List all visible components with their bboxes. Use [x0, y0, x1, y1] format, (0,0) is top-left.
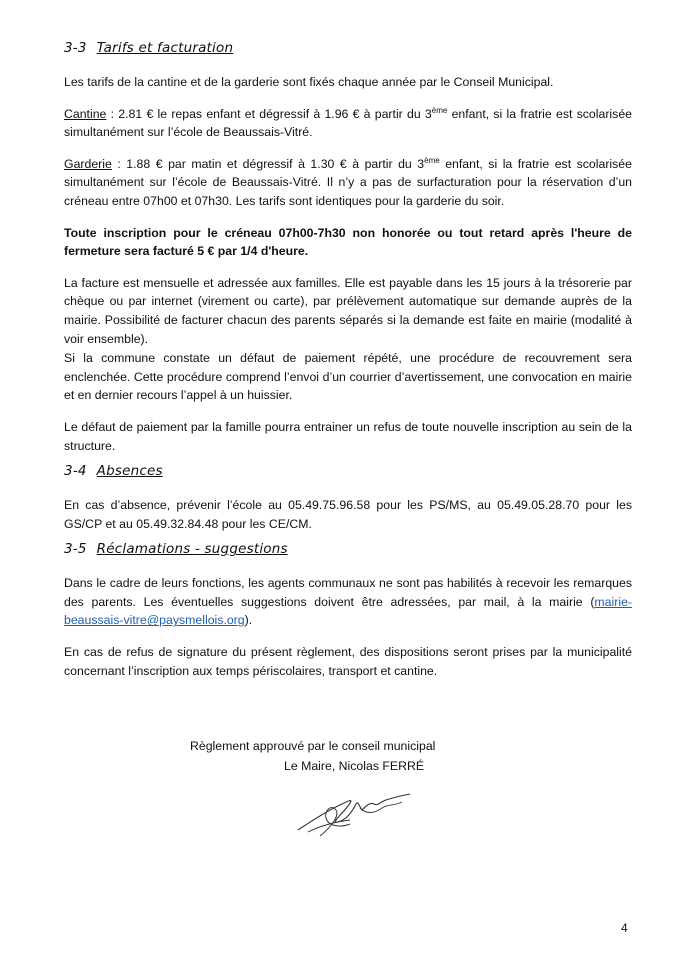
page-number: 4 — [621, 921, 628, 935]
section-title: Absences — [96, 463, 163, 480]
invoice-paragraph: La facture est mensuelle et adressée aux familles. Elle est payable dans les 15 jours à la trésorerie par chèque ou par internet (virement ou carte), par prélèvement automatique sur demande auprès de la mairie. Possibilité de facturer chacun des parents séparés si la demande est faite en mairie (modalité à voir ensemble). — [64, 275, 632, 346]
section-number: 3-5 — [64, 541, 87, 558]
section-heading-3-5 — [64, 541, 632, 557]
suggestions-text-b: ). — [244, 613, 253, 628]
suggestions-text-a: Dans le cadre de leurs fonctions, les agents communaux ne sont pas habilités à recevoir les remarques des parents. Les éventuelles suggestions doivent être adressées, par mail, à la mairie ( — [64, 576, 632, 609]
garderie-paragraph — [64, 155, 632, 211]
section-heading-3-4 — [64, 463, 632, 479]
cantine-text-b: enfant, si la fratrie est scolarisée simultanément sur l’école de Beaussais-Vitré. — [64, 106, 632, 140]
mayor-name: Le Maire, Nicolas FERRÉ — [284, 759, 425, 773]
cantine-superscript: ème — [431, 105, 448, 115]
late-fee-text: Toute inscription pour le créneau 07h00-7h30 non honorée ou tout retard après l'heure de fermeture sera facturé 5 € par 1/4 d'heure. — [64, 225, 632, 259]
approval-line: Règlement approuvé par le conseil municipal — [190, 739, 436, 753]
absences-paragraph: En cas d’absence, prévenir l’école au 05.49.75.96.58 pour les PS/MS, au 05.49.05.28.70 pour les GS/CP et au 05.49.32.84.48 pour les CE/CM. — [64, 498, 632, 531]
mairie-email-link[interactable]: mairie-beaussais-vitre@paysmellois.org — [64, 594, 632, 628]
page-content — [64, 40, 632, 693]
tarifs-intro-paragraph: Les tarifs de la cantine et de la garderie sont fixés chaque année par le Conseil Municipal. — [64, 75, 554, 89]
suggestions-paragraph — [64, 574, 632, 630]
recovery-paragraph: Si la commune constate un défaut de paiement répété, une procédure de recouvrement sera enclenchée. Cette procédure comprend l’envoi d’un courrier d’avertissement, une convocation en mairie et en dernier recours l’appel à un huissier. — [64, 351, 632, 403]
section-title: Tarifs et facturation — [96, 40, 234, 56]
cantine-paragraph — [64, 105, 632, 142]
section-title: Réclamations - suggestions — [96, 541, 288, 558]
approval-block — [190, 736, 490, 776]
non-payment-paragraph: Le défaut de paiement par la famille pourra entrainer un refus de toute nouvelle inscription au sein de la structure. — [64, 419, 632, 453]
garderie-text-b: enfant, si la fratrie est scolarisée simultanément sur l’école de Beaussais-Vitré. Il n’y a pas de surfacturation pour la réservation d’un créneau entre 07h00 et 07h30. Les tarifs sont identiques pour la garderie du soir. — [64, 156, 632, 208]
section-number: 3-3 — [64, 40, 87, 56]
garderie-text-a: : 1.88 € par matin et dégressif à 1.30 € à partir du 3 — [111, 156, 425, 171]
refusal-paragraph: En cas de refus de signature du présent règlement, des dispositions seront prises par la municipalité concernant l’inscription aux temps périscolaires, transport et cantine. — [64, 645, 632, 678]
cantine-text-a: : 2.81 € le repas enfant et dégressif à 1.96 € à partir du 3 — [106, 106, 432, 121]
section-heading-3-3 — [64, 40, 632, 56]
garderie-superscript: ème — [424, 155, 440, 165]
handwritten-signature — [290, 780, 420, 840]
garderie-label: Garderie — [64, 156, 112, 171]
late-fee-notice — [64, 224, 632, 261]
section-number: 3-4 — [64, 463, 87, 480]
cantine-label: Cantine — [64, 106, 107, 121]
